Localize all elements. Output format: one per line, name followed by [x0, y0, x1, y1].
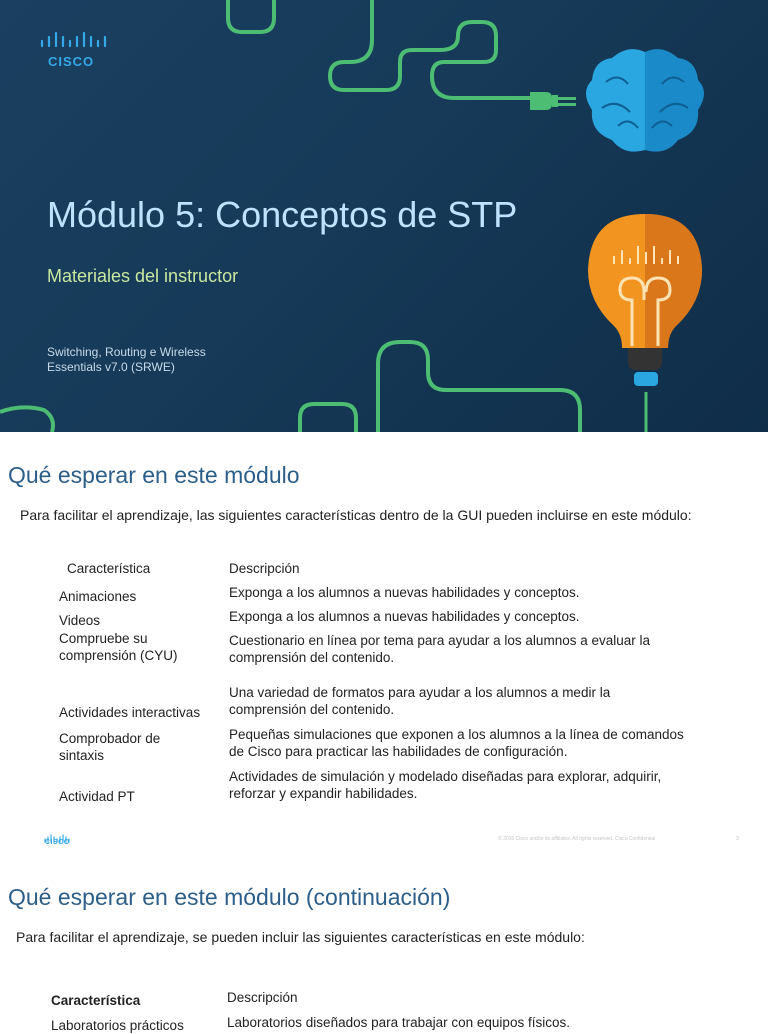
footer-logo-text: CISCO — [45, 839, 70, 846]
table-header-description: Descripción — [229, 561, 300, 576]
course-line-2: Essentials v7.0 (SRWE) — [47, 360, 175, 374]
slide-heading: Qué esperar en este módulo — [8, 462, 300, 488]
table-header-feature: Característica — [67, 561, 151, 576]
content-slide-continued — [0, 852, 768, 1033]
logo-text: CISCO — [48, 54, 95, 69]
title-slide — [0, 0, 768, 432]
plug-icon — [530, 92, 576, 110]
table-row-description: Exponga a los alumnos a nuevas habilidades y conceptos. — [229, 585, 580, 600]
course-name — [47, 345, 206, 375]
course-line-1: Switching, Routing e Wireless — [47, 345, 206, 359]
table-row-feature: Actividad PT — [59, 789, 135, 804]
cisco-logo — [40, 32, 110, 69]
table-row-description: Cuestionario en línea por tema para ayudar a los alumnos a evaluar la comprensión del contenido. — [229, 633, 650, 665]
table-row-description: Laboratorios diseñados para trabajar con equipos físicos. — [227, 1015, 570, 1030]
table-row-description: Actividades de simulación y modelado diseñadas para explorar, adquirir, reforzar y expandir habilidades. — [229, 769, 662, 801]
table-row-description: Exponga a los alumnos a nuevas habilidades y conceptos. — [229, 609, 580, 624]
content-slide — [0, 432, 768, 852]
table-row-description: Una variedad de formatos para ayudar a los alumnos a medir la comprensión del contenido. — [229, 685, 611, 717]
table-row-feature: Compruebe su comprensión (CYU) — [59, 631, 178, 663]
slide-heading: Qué esperar en este módulo (continuación) — [8, 884, 451, 910]
table-header-feature: Característica — [51, 993, 141, 1008]
intro-text: Para facilitar el aprendizaje, las siguientes características dentro de la GUI pueden incluirse en este módulo: — [20, 507, 692, 523]
table-row-feature: Actividades interactivas — [59, 705, 201, 720]
slide-subtitle: Materiales del instructor — [47, 266, 239, 286]
table-row-feature: Laboratorios prácticos — [51, 1018, 184, 1033]
lightbulb-icon — [588, 214, 702, 386]
page-number: 3 — [736, 836, 739, 842]
table-row-feature: Videos — [59, 613, 101, 628]
table-row-feature: Comprobador de sintaxis — [59, 731, 161, 763]
footer-cisco-logo — [44, 830, 72, 848]
table-row-description: Pequeñas simulaciones que exponen a los alumnos a la línea de comandos de Cisco para practicar las habilidades de configuración. — [229, 727, 684, 759]
brain-icon — [586, 49, 704, 152]
intro-text: Para facilitar el aprendizaje, se pueden incluir las siguientes características en este módulo: — [16, 929, 585, 945]
table-row-feature: Animaciones — [59, 589, 137, 604]
slide-title: Módulo 5: Conceptos de STP — [47, 194, 518, 235]
table-header-description: Descripción — [227, 990, 298, 1005]
cisco-bars-icon — [40, 32, 110, 52]
copyright-notice: © 2016 Cisco and/or its affiliates. All rights reserved. Cisco Confidential — [498, 836, 656, 842]
